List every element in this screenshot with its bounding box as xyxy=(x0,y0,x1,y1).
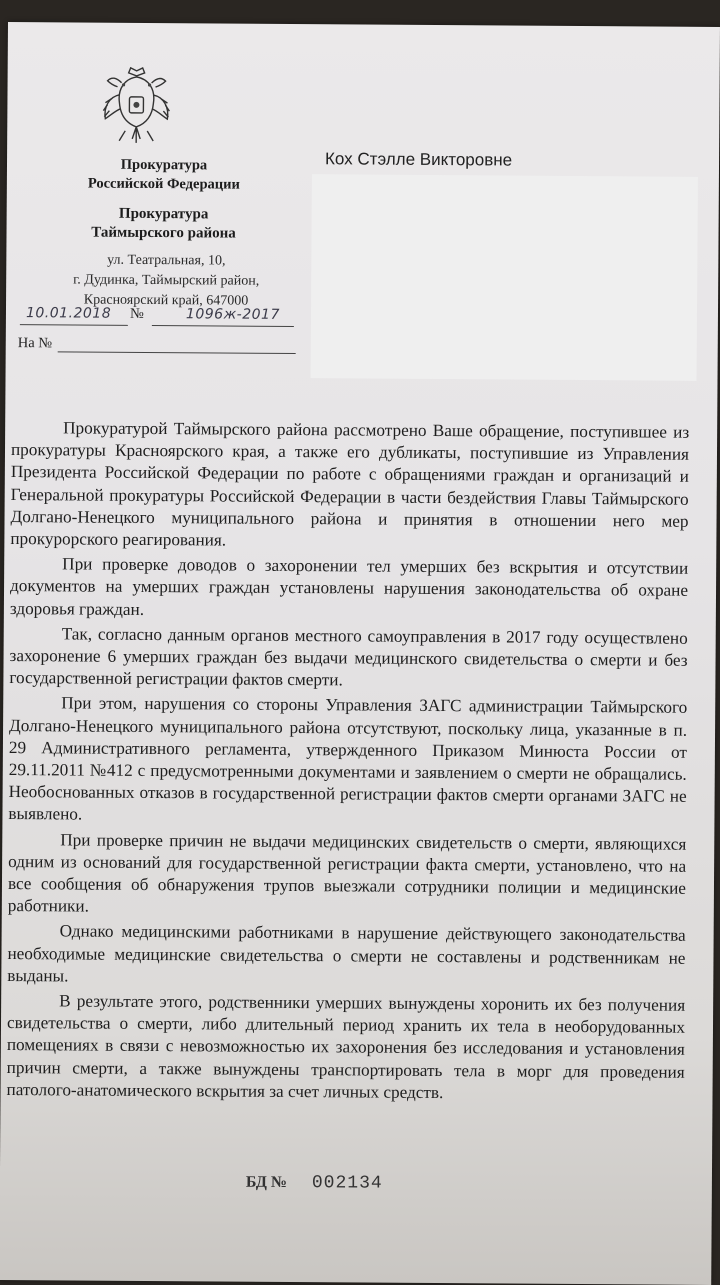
date-underline xyxy=(20,324,128,326)
paragraph: При проверке доводов о захоронении тел умерших без вскрытия и отсутствии документов на умерших граждан установлены нарушения законодательства об охране здоровья граждан. xyxy=(9,554,689,619)
number-underline xyxy=(152,325,294,327)
address-line-2: г. Дудинка, Таймырский район, xyxy=(73,272,260,289)
redacted-recipient-address xyxy=(311,174,698,381)
paragraph: Так, согласно данным органов местного самоуправления в 2017 году осуществлено захоронение 6 умерших граждан без выдачи медицинского свидетельства о смерти и без государственной регистрации фактов смерти. xyxy=(9,624,688,690)
letter-sheet xyxy=(0,22,720,1285)
paragraph: При этом, нарушения со стороны Управления ЗАГС администрации Таймырского Долгано-Ненецкого муниципального района отсутствуют, поскольку лица, указанные в п. 29 Административного регламента, утвержденного Приказом Минюста России от 29.11.2011 №412 с предусмотренными документами и заявлением о смерти не обращались. Необоснованных отказов в государственной регистрации фактов смерти органами ЗАГС не выявлено. xyxy=(8,693,688,824)
form-serial-number: 002134 xyxy=(311,1173,383,1194)
paragraph: При проверке причин не выдачи медицинских свидетельств о смерти, являющихся одним из оснований для государственной регистрации факта смерти, установлено, что на все сообщения об обнаружения трупов выезжали сотрудники полиции и медицинские работники. xyxy=(7,830,687,916)
paragraph: Прокуратурой Таймырского района рассмотрено Ваше обращение, поступившее из прокуратуры Красноярского края, а также его дубликаты, поступившие из Управления Президента Российской Федерации по работе с обращениями граждан и организаций и Генеральной прокуратуры Российской Федерации в части бездействия Главы Таймырского Долгано-Ненецкого муниципального района и принятия в отношении него мер прокурорского реагирования. xyxy=(10,418,690,550)
dept-line-1: Прокуратура xyxy=(118,205,209,223)
paragraph: Однако медицинскими работниками в нарушение действующего законодательства необходимые медицинские свидетельства о смерти не составлены и родственникам не выданы. xyxy=(7,921,686,986)
dept-line-2: Таймырского района xyxy=(91,224,236,242)
address-line-3: Красноярский край, 647000 xyxy=(83,292,249,309)
form-number-label: БД № xyxy=(245,1173,288,1191)
on-no-label: На № xyxy=(17,335,53,352)
dept-name xyxy=(58,204,268,243)
sender-address xyxy=(36,250,296,312)
org-name xyxy=(59,155,269,194)
number-sign: № xyxy=(129,305,144,322)
org-line-1: Прокуратура xyxy=(120,156,208,174)
paragraph: В результате этого, родственники умерших вынуждены хоронить их без получения свидетельства о смерти, либо длительный период хранить их тела в необорудованных помещениях в связи с невозможностью их захоронения без исследования и установления причин смерти, а также вынуждены транспортировать тела в морг для проведения патолого-анатомического вскрытия за счет личных средств. xyxy=(6,991,686,1102)
address-line-1: ул. Театральная, 10, xyxy=(107,252,226,269)
recipient-name: Кох Стэлле Викторовне xyxy=(324,149,513,170)
double-headed-eagle-emblem-icon xyxy=(99,65,174,150)
handwritten-date: 10.01.2018 xyxy=(25,305,112,322)
on-no-underline xyxy=(58,351,296,354)
org-line-2: Российской Федерации xyxy=(87,175,240,193)
letter-body xyxy=(0,417,695,1109)
handwritten-reg-number: 1096ж-2017 xyxy=(185,306,280,323)
